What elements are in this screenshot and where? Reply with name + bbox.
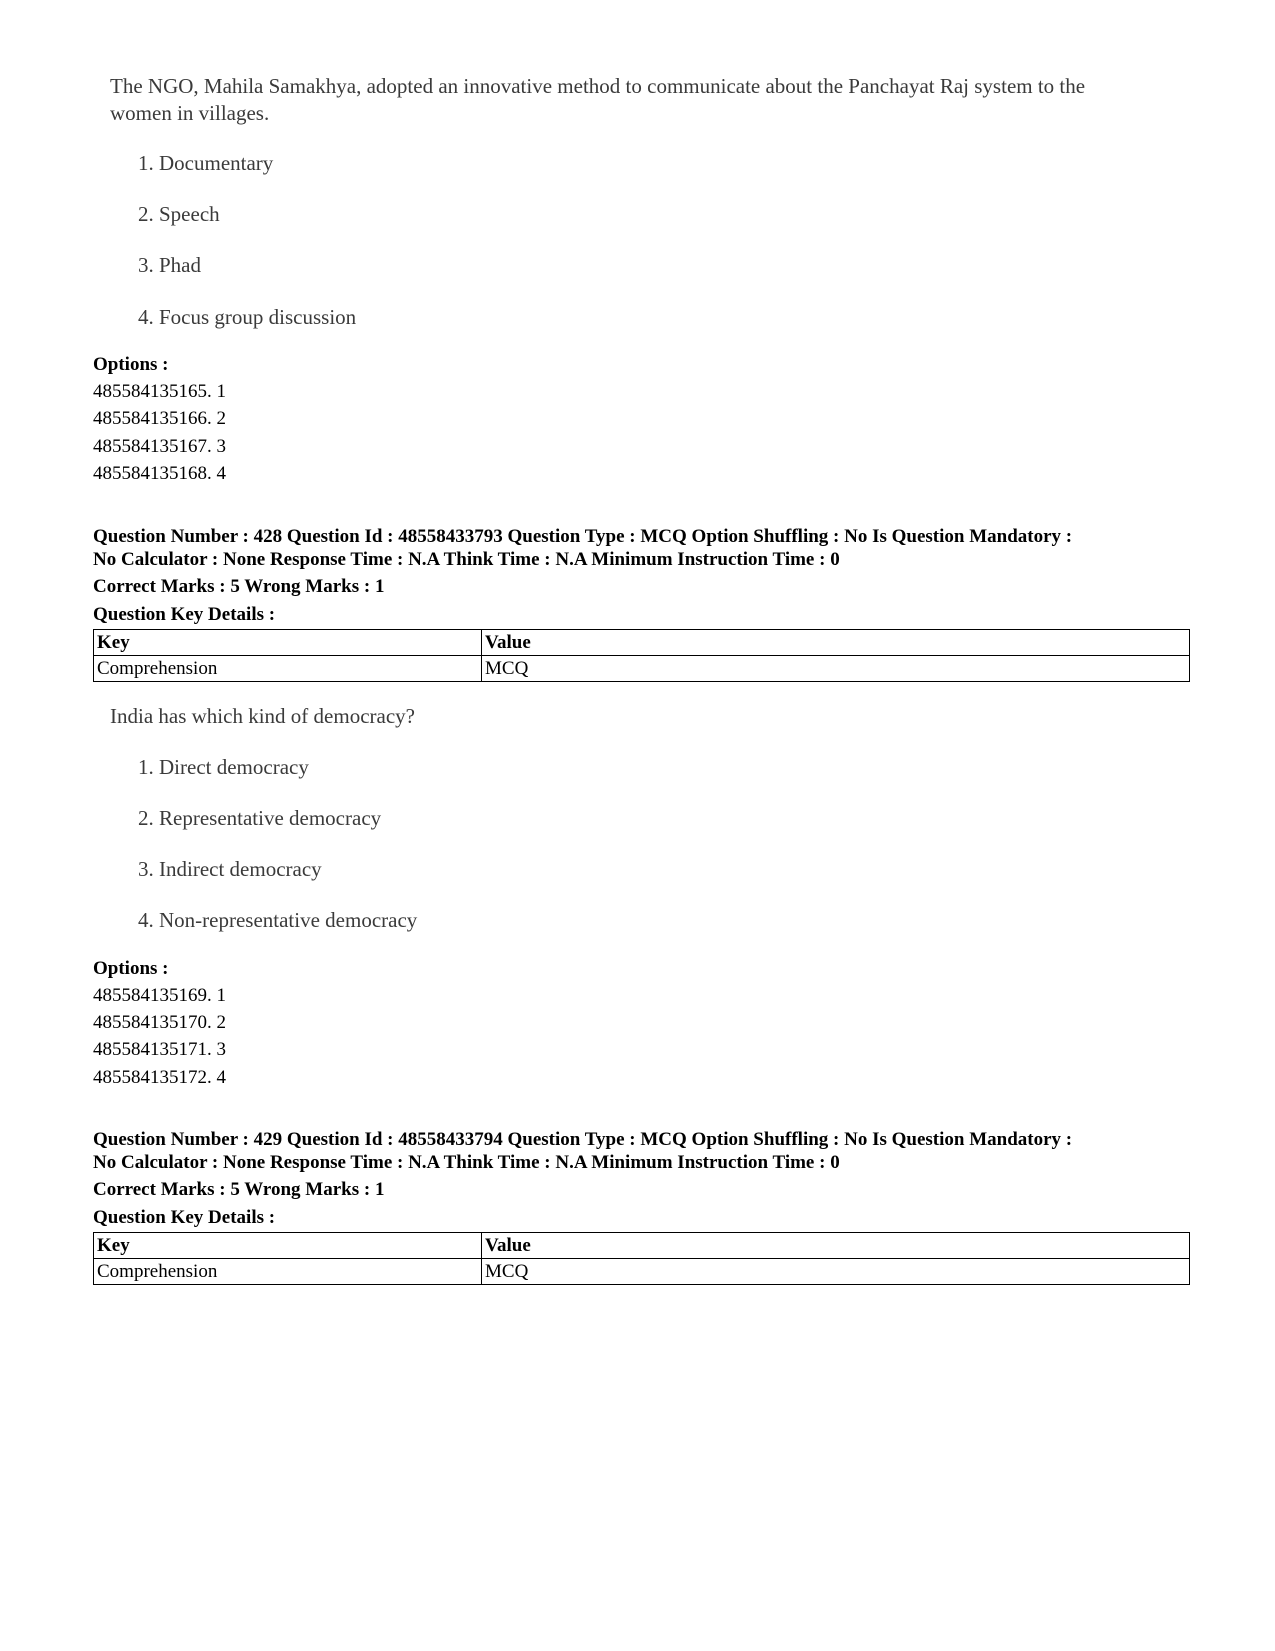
question-428-marks: Correct Marks : 5 Wrong Marks : 1: [93, 576, 385, 597]
question-427-options-label: Options :: [93, 354, 169, 375]
table-cell-key: Comprehension: [94, 1259, 482, 1285]
question-428-meta-line-1: Question Number : 428 Question Id : 48558433793 Question Type : MCQ Option Shuffling : No Is Question Mandatory :: [93, 526, 1073, 547]
table-header-key: Key: [94, 1233, 482, 1259]
question-428-key-details-label: Question Key Details :: [93, 604, 276, 625]
question-427-choice-3: 3. Phad: [138, 253, 201, 277]
table-cell-value: MCQ: [482, 1259, 1190, 1285]
question-428-option-1: 485584135169. 1: [93, 985, 226, 1006]
question-427-option-2: 485584135166. 2: [93, 408, 226, 429]
question-427-option-3: 485584135167. 3: [93, 436, 226, 457]
question-428-stem: India has which kind of democracy?: [110, 704, 415, 728]
question-427-option-4: 485584135168. 4: [93, 463, 226, 484]
table-header-value: Value: [482, 1233, 1190, 1259]
question-427-choice-1: 1. Documentary: [138, 151, 274, 175]
question-429-key-table: [93, 1232, 1190, 1285]
table-header-value: Value: [482, 630, 1190, 656]
table-header-row: [94, 1233, 1190, 1259]
question-427-choice-2: 2. Speech: [138, 202, 220, 226]
question-427-choice-4: 4. Focus group discussion: [138, 305, 357, 329]
question-427-stem: The NGO, Mahila Samakhya, adopted an innovative method to communicate about the Panchayat Raj system to the women in villages.: [110, 74, 1086, 125]
question-428-choice-3: 3. Indirect democracy: [138, 857, 322, 881]
question-428-option-4: 485584135172. 4: [93, 1067, 226, 1088]
table-header-key: Key: [94, 630, 482, 656]
question-428-options-label: Options :: [93, 958, 169, 979]
table-cell-value: MCQ: [482, 656, 1190, 682]
question-429-meta-line-2: No Calculator : None Response Time : N.A Think Time : N.A Minimum Instruction Time : 0: [93, 1152, 840, 1173]
table-cell-key: Comprehension: [94, 656, 482, 682]
table-header-row: [94, 630, 1190, 656]
question-428-option-3: 485584135171. 3: [93, 1039, 226, 1060]
question-429-meta-line-1: Question Number : 429 Question Id : 48558433794 Question Type : MCQ Option Shuffling : No Is Question Mandatory :: [93, 1129, 1073, 1150]
question-427-option-1: 485584135165. 1: [93, 381, 226, 402]
question-429-marks: Correct Marks : 5 Wrong Marks : 1: [93, 1179, 385, 1200]
question-429-key-details-label: Question Key Details :: [93, 1207, 276, 1228]
question-428-choice-2: 2. Representative democracy: [138, 806, 382, 830]
question-428-option-2: 485584135170. 2: [93, 1012, 226, 1033]
table-row: [94, 656, 1190, 682]
question-428-meta-line-2: No Calculator : None Response Time : N.A Think Time : N.A Minimum Instruction Time : 0: [93, 549, 840, 570]
question-428-choice-1: 1. Direct democracy: [138, 755, 309, 779]
question-428-key-table: [93, 629, 1190, 682]
question-428-choice-4: 4. Non-representative democracy: [138, 908, 418, 932]
table-row: [94, 1259, 1190, 1285]
